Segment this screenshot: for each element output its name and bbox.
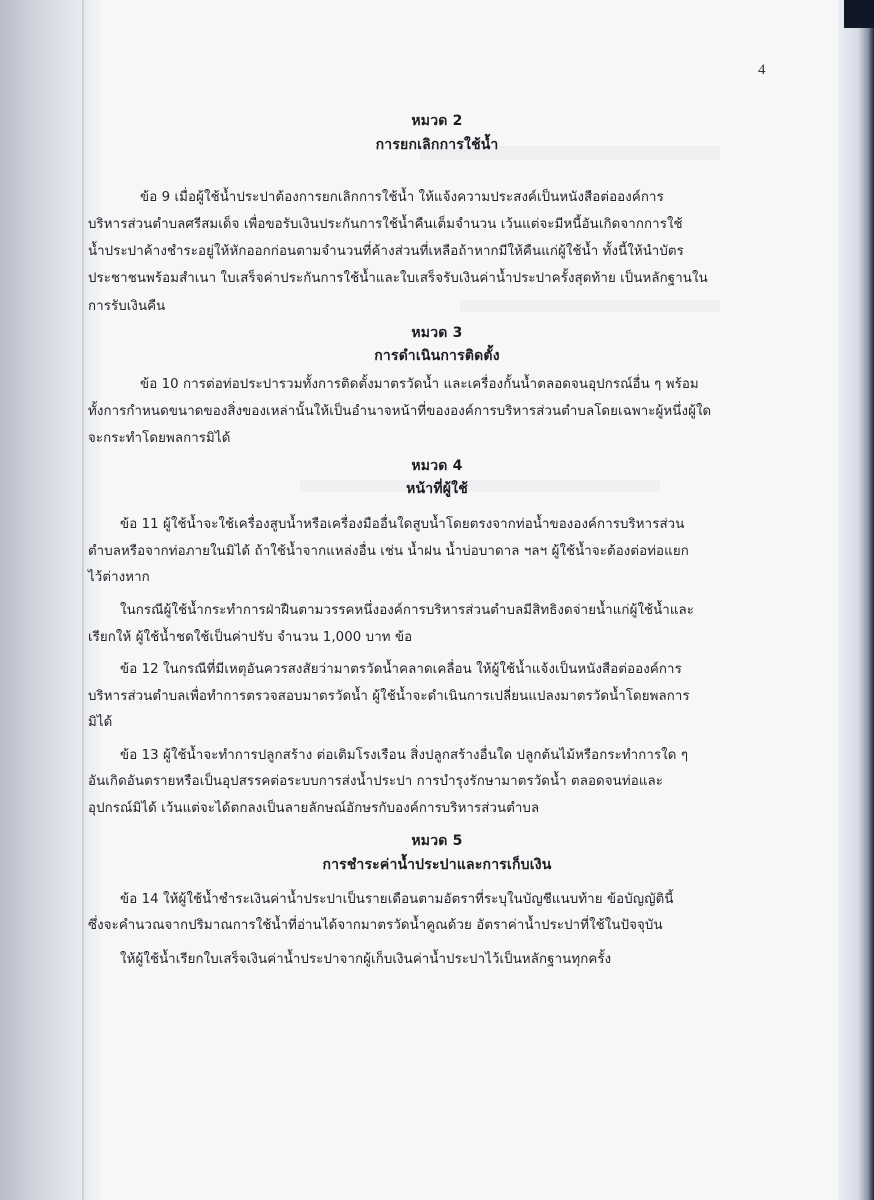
paragraph-line: ข้อ 10 การต่อท่อประปารวมทั้งการติดตั้งมาตรวัดน้ำ และเครื่องกั้นน้ำตลอดจนอุปกรณ์อื่น ๆ พร้อม xyxy=(140,377,699,392)
section-heading: หมวด 3 xyxy=(411,325,463,341)
paragraph-line: อันเกิดอันตรายหรือเป็นอุปสรรคต่อระบบการส่งน้ำประปา การบำรุงรักษามาตรวัดน้ำ ตลอดจนท่อและ xyxy=(88,774,663,789)
paragraph-line: ข้อ 11 ผู้ใช้น้ำจะใช้เครื่องสูบน้ำหรือเครื่องมืออื่นใดสูบน้ำโดยตรงจากท่อน้ำขององค์การบริหารส่วน xyxy=(120,517,685,532)
scan-corner xyxy=(844,0,874,28)
paragraph-line: บริหารส่วนตำบลเพื่อทำการตรวจสอบมาตรวัดน้ำ ผู้ใช้น้ำจะดำเนินการเปลี่ยนแปลงมาตรวัดน้ำโดยพลการ xyxy=(88,689,690,704)
paragraph-line: ในกรณีผู้ใช้น้ำกระทำการฝ่าฝืนตามวรรคหนึ่งองค์การบริหารส่วนตำบลมีสิทธิงดจ่ายน้ำแก่ผู้ใช้น้ำและ xyxy=(120,603,694,618)
paragraph-line: ไว้ต่างหาก xyxy=(88,570,150,585)
section-heading: หมวด 2 xyxy=(411,113,463,129)
page-fold-edge xyxy=(82,0,85,1200)
paragraph-line: ให้ผู้ใช้น้ำเรียกใบเสร็จเงินค่าน้ำประปาจากผู้เก็บเงินค่าน้ำประปาไว้เป็นหลักฐานทุกครั้ง xyxy=(120,952,612,967)
paragraph-line: ซึ่งจะคำนวณจากปริมาณการใช้น้ำที่อ่านได้จากมาตรวัดน้ำคูณด้วย อัตราค่าน้ำประปาที่ใช้ในปัจจุบัน xyxy=(88,918,663,933)
paragraph-line: เรียกให้ ผู้ใช้น้ำชดใช้เป็นค่าปรับ จำนวน 1,000 บาท ข้อ xyxy=(88,630,413,645)
section-heading: หมวด 5 xyxy=(411,833,463,849)
paragraph-line: ข้อ 12 ในกรณีที่มีเหตุอันควรสงสัยว่ามาตรวัดน้ำคลาดเคลื่อน ให้ผู้ใช้น้ำแจ้งเป็นหนังสือต่อองค์การ xyxy=(120,662,682,677)
paragraph-line: อุปกรณ์มิได้ เว้นแต่จะได้ตกลงเป็นลายลักษณ์อักษรกับองค์การบริหารส่วนตำบล xyxy=(88,801,540,816)
paragraph-line: การรับเงินคืน xyxy=(88,299,166,314)
paragraph-line: มิได้ xyxy=(88,715,113,730)
binding-shadow xyxy=(0,0,100,1200)
paragraph-line: บริหารส่วนตำบลศรีสมเด็จ เพื่อขอรับเงินประกันการใช้น้ำคืนเต็มจำนวน เว้นแต่จะมีหนี้อันเกิดจากการใช้ xyxy=(88,217,683,232)
paragraph-line: ตำบลหรือจากท่อภายในมิได้ ถ้าใช้น้ำจากแหล่งอื่น เช่น น้ำฝน น้ำบ่อบาดาล ฯลฯ ผู้ใช้น้ำจะต้องต่อท่อแยก xyxy=(88,544,689,559)
paragraph-line: ข้อ 14 ให้ผู้ใช้น้ำชำระเงินค่าน้ำประปาเป็นรายเดือนตามอัตราที่ระบุในบัญชีแนบท้าย ข้อบัญญัตินี้ xyxy=(120,892,674,907)
paragraph-line: ประชาชนพร้อมสำเนา ใบเสร็จค่าประกันการใช้น้ำและใบเสร็จรับเงินค่าน้ำประปาครั้งสุดท้าย เป็นหลักฐานใน xyxy=(88,271,708,286)
section-title: หน้าที่ผู้ใช้ xyxy=(406,481,468,497)
paragraph-line: จะกระทำโดยพลการมิได้ xyxy=(88,431,231,446)
section-title: การยกเลิกการใช้น้ำ xyxy=(375,137,499,153)
section-heading: หมวด 4 xyxy=(411,458,463,474)
scan-right-edge xyxy=(838,0,874,1200)
paragraph-line: ข้อ 9 เมื่อผู้ใช้น้ำประปาต้องการยกเลิกการใช้น้ำ ให้แจ้งความประสงค์เป็นหนังสือต่อองค์การ xyxy=(140,190,664,205)
paragraph-line: น้ำประปาค้างชำระอยู่ให้หักออกก่อนตามจำนวนที่ค้างส่วนที่เหลือถ้าหากมีให้คืนแก่ผู้ใช้น้ำ ทั้งนี้ให้นำบัตร xyxy=(88,244,684,259)
page-number: 4 xyxy=(758,62,766,78)
paragraph-line: ทั้งการกำหนดขนาดของสิ่งของเหล่านั้นให้เป็นอำนาจหน้าที่ขององค์การบริหารส่วนตำบลโดยเฉพาะผู้หนึ่งผู้ใด xyxy=(88,404,712,419)
section-title: การดำเนินการติดตั้ง xyxy=(374,348,500,364)
paragraph-line: ข้อ 13 ผู้ใช้น้ำจะทำการปลูกสร้าง ต่อเติมโรงเรือน สิ่งปลูกสร้างอื่นใด ปลูกต้นไม้หรือกระทำการใด ๆ xyxy=(120,748,689,763)
show-through xyxy=(460,300,720,312)
section-title: การชำระค่าน้ำประปาและการเก็บเงิน xyxy=(322,857,552,873)
